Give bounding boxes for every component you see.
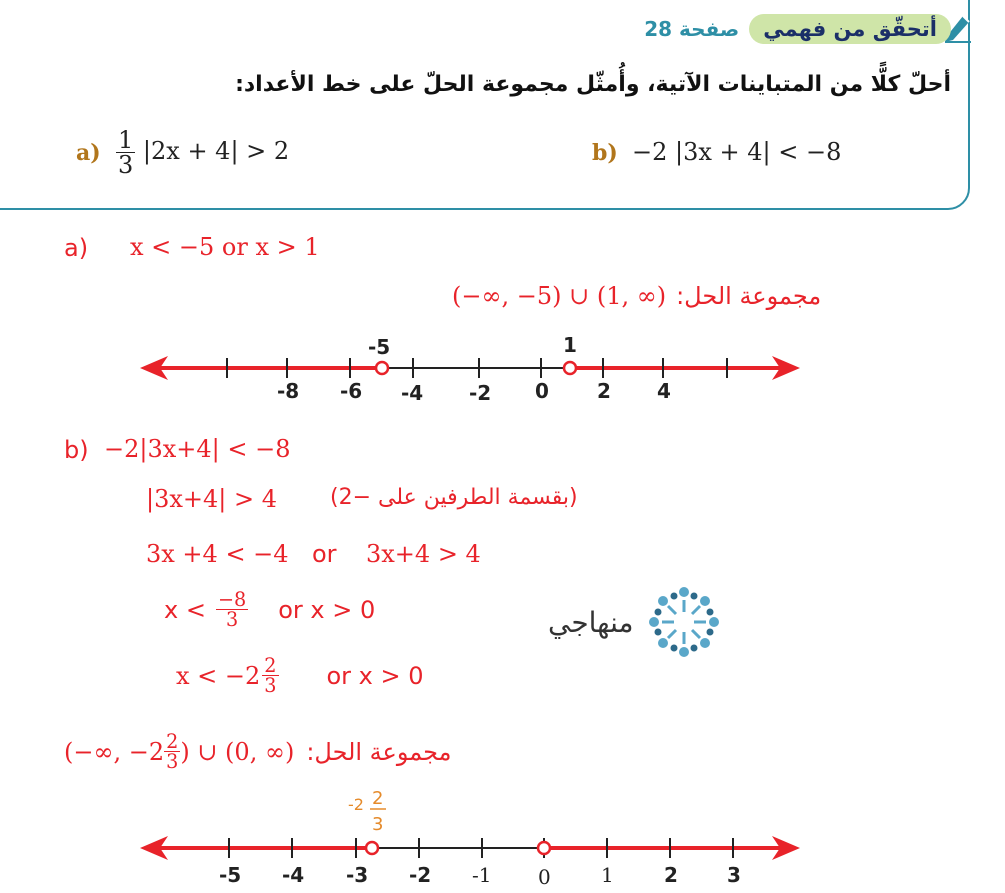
tick-label: -2: [469, 381, 492, 405]
tick-label: 4: [657, 379, 671, 403]
solution-a-set-label: مجموعة الحل:: [676, 282, 822, 310]
watermark-logo-icon: [644, 582, 724, 662]
solution-b-set-den: 3: [166, 750, 179, 774]
open-circle-0: [538, 842, 550, 854]
solution-b-step4-left: x <: [164, 595, 206, 624]
solution-a-result: x < −5 or x > 1: [130, 233, 320, 261]
tick-label: -5: [219, 863, 242, 887]
tick-label: -1: [472, 863, 492, 887]
tick-label: 0: [535, 379, 549, 403]
question-text: أحلّ كلًّا من المتباينات الآتية، وأُمثّل مجموعة الحلّ على خط الأعداد:: [235, 72, 951, 97]
tick-label: -8: [277, 379, 300, 403]
problem-a-frac-num: 1: [118, 126, 134, 154]
number-line-a: [0, 330, 1005, 410]
solution-b-step5-right: or x > 0: [326, 661, 424, 690]
solution-b-step5-left: x < −2: [176, 661, 261, 690]
problem-a-expression: [116, 128, 289, 177]
solution-b-step5: [176, 654, 424, 698]
solution-a-label: a): [64, 234, 89, 262]
open-circle-1: [564, 362, 576, 374]
tick-label: 1: [601, 863, 614, 887]
watermark-text: منهاجي: [548, 605, 634, 639]
solution-b-step4-den: 3: [225, 608, 239, 632]
above-label-minus5: -5: [368, 335, 391, 359]
mark-label-num: 2: [372, 788, 384, 809]
solution-b-step5-den: 3: [264, 674, 277, 698]
tick-label: 3: [727, 863, 741, 887]
solution-b-step4: [164, 588, 376, 632]
tick-label: -4: [401, 381, 424, 405]
solution-b-step4-right: or x > 0: [278, 595, 376, 624]
solution-b-step3-or: or: [312, 540, 337, 568]
solution-b-set: [64, 730, 452, 774]
tick-label: -2: [409, 863, 432, 887]
solution-b-label: b): [64, 436, 89, 464]
solution-b-step5-num: 2: [264, 654, 277, 677]
mark-label-den: 3: [372, 814, 384, 835]
page-reference: صفحة 28: [644, 17, 740, 41]
section-header: [644, 14, 951, 44]
problem-a-frac-den: 3: [118, 151, 134, 179]
tick-label: 2: [664, 863, 678, 887]
solution-b-set-label: مجموعة الحل:: [306, 737, 452, 766]
problem-a-label: a): [76, 140, 101, 166]
above-label-1: 1: [563, 333, 577, 357]
solution-b-step2-note: (بقسمة الطرفين على −2): [330, 485, 578, 510]
watermark: [548, 582, 724, 662]
mark-label-whole: -2: [348, 795, 364, 814]
solution-b-set-num: 2: [166, 730, 179, 753]
open-circle-minus2-2-3: [366, 842, 378, 854]
tick-label: -4: [282, 863, 305, 887]
solution-b-set-left: (−∞, −2: [64, 737, 165, 766]
problem-b-expr: −2 |3x + 4| < −8: [632, 138, 842, 166]
problem-a-expr: |2x + 4| > 2: [142, 137, 290, 165]
tick-label: 2: [597, 379, 611, 403]
problem-b-label: b): [592, 140, 618, 166]
open-circle-minus5: [376, 362, 388, 374]
solution-a-set: [452, 282, 821, 310]
solution-b-step4-num: −8: [217, 588, 247, 611]
solution-b-set-right: ) ∪ (0, ∞): [180, 737, 295, 766]
tick-label: -3: [346, 863, 369, 887]
section-title: أتحقّق من فهمي: [749, 14, 951, 44]
solution-b-step1: −2|3x+4| < −8: [104, 435, 291, 463]
number-line-b: [0, 786, 1005, 890]
solution-b-step3-right: 3x+4 > 4: [366, 540, 481, 568]
solution-b-step3-left: 3x +4 < −4: [146, 540, 289, 568]
solution-a-set-value: (−∞, −5) ∪ (1, ∞): [452, 282, 667, 310]
tick-label: 0: [538, 865, 551, 889]
solution-b-step2: |3x+4| > 4: [146, 485, 277, 513]
tick-label: -6: [340, 379, 363, 403]
